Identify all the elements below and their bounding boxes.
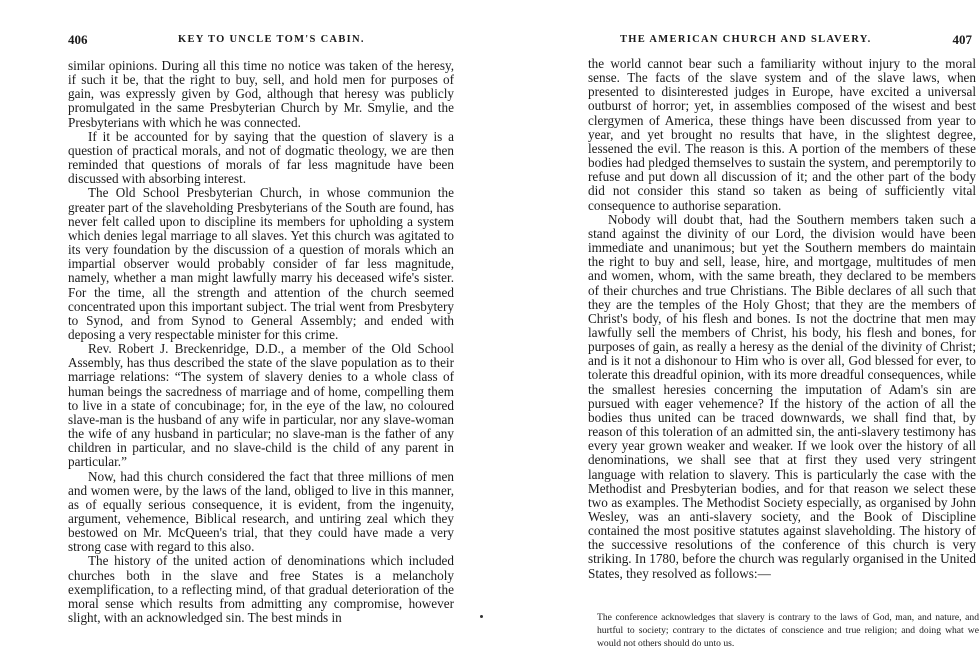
paragraph: Nobody will doubt that, had the Southern members taken such a stand against the divinity of our Lord, the division would have been immediate and unanimous; but yet the Southern members do maintain the right to buy and sell, lease, hire, and mortgage, multitudes of men and women, whom, with the same breath, they declared to be members of their churches and true Christians. The Bible declares of all such that they are the temples of the Holy Ghost; that they are the members of Christ's body, of his flesh and bones. Is not the doctrine that men may lawfully sell the members of Christ, his body, his flesh and bones, for purposes of gain, as really a heresy as the denial of the divinity of Christ; and is it not a dishonour to Him who is over all, God blessed for ever, to tolerate this dreadful opinion, with its more dreadful consequences, while the smallest heresies concerning the imputation of Adam's sin are pursued with eager vehemence? If the history of the action of all the bodies thus united can be traced downwards, we shall find that, by reason of this toleration of an admitted sin, the anti-slavery testimony has every year grown weaker and weaker. If we look over the history of all denominations, we shall see that at first they used very stringent language with relation to slavery. This is particularly the case with the Methodist and Presbyterian bodies, and for that reason we select these two as examples. The Methodist Society especially, as organised by John Wesley, was an anti-slavery society, and the Book of Discipline contained the most positive statutes against slaveholding. The history of the successive resolutions of the conference of this church is very striking. In 1780, before the church was regularly organised in the United States, they resolved as follows:— <box>588 211 976 581</box>
block-quote: The conference acknowledges that slavery is contrary to the laws of God, man, and nature, and hurtful to society; contrary to the dictates of conscience and true religion; and doing what we would not others should do unto us. <box>597 612 979 649</box>
paragraph: Now, had this church considered the fact that three millions of men and women were, by the laws of the land, obliged to live in this manner, as of equally serious consequence, it is evident, from the ingenuity, argument, vehemence, Biblical research, and untiring zeal which they bestowed on Mr. McQueen's trial, that they could have made a very strong case with regard to this also. <box>68 468 454 555</box>
text-column <box>68 59 454 625</box>
paragraph: The history of the united action of denominations which included churches both in the slave and free States is a melancholy exemplification, to a reflecting mind, of that gradual deterioration of the moral sense which results from admitting any compromise, however slight, with an acknowledged sin. The best minds in <box>68 553 454 626</box>
paragraph: The Old School Presbyterian Church, in whose communion the greater part of the slaveholding Presbyterians of the South are found, has never felt called upon to discipline its members for upholding a system which denies legal marriage to all slaves. Yet this church was agitated to its very foundation by the discussion of a question of morals which an impartial observer would probably consider of far less magnitude, namely, whether a man might lawfully marry his deceased wife's sister. For the time, all the strength and attention of the church seemed concentrated upon this important subject. The trial went from Presbytery to Synod, and from Synod to General Assembly; and ended with deposing a very respectable minister for this crime. <box>68 185 454 342</box>
paragraph: the world cannot bear such a familiarity without injury to the moral sense. The facts of the slave system and of the slave laws, when presented to disinterested judges in Europe, have excited a universal outburst of horror; yet, in assemblies composed of the wisest and best clergymen of America, these things have been discussed from year to year, and yet brought no results that have, in the slightest degree, lessened the evil. The reason is this. A portion of the members of these bodies had pledged themselves to sustain the system, and peremptorily to refuse and put down all discussion of it; and the other part of the body did not consider this stand so taken as being of sufficiently vital consequence to authorise separation. <box>588 56 976 213</box>
running-head: KEY TO UNCLE TOM'S CABIN. <box>178 34 365 45</box>
right-page <box>490 0 980 667</box>
page-header <box>620 34 972 52</box>
text-column <box>588 57 976 581</box>
ink-speck <box>480 615 483 618</box>
paragraph: similar opinions. During all this time no notice was taken of the heresy, if such it be, that the right to buy, sell, and hold men for purposes of gain, was expressly given by God, although that heresy was publicly promulgated in the same Presbyterian Church by Mr. Smylie, and the Presbyterians with which he was connected. <box>68 58 454 130</box>
paragraph: If it be accounted for by saying that the question of slavery is a question of practical morals, and not of dogmatic theology, we are then reminded that questions of morals of far less magnitude have been discussed with absorbing interest. <box>68 128 454 187</box>
page-number: 406 <box>68 32 88 47</box>
page-number: 407 <box>952 32 972 47</box>
page-header <box>68 34 460 52</box>
paragraph: Rev. Robert J. Breckenridge, D.D., a member of the Old School Assembly, has thus described the state of the slave population as to their marriage relations: “The system of slavery denies to a whole class of human beings the sacredness of marriage and of home, compelling them to live in a state of concubinage; for, in the eye of the law, no coloured slave-man is the husband of any wife in particular, nor any slave-woman the wife of any husband in particular; no slave-man is the father of any children in particular, and no slave-child is the child of any parent in particular.” <box>68 341 454 470</box>
running-head: THE AMERICAN CHURCH AND SLAVERY. <box>620 34 872 45</box>
